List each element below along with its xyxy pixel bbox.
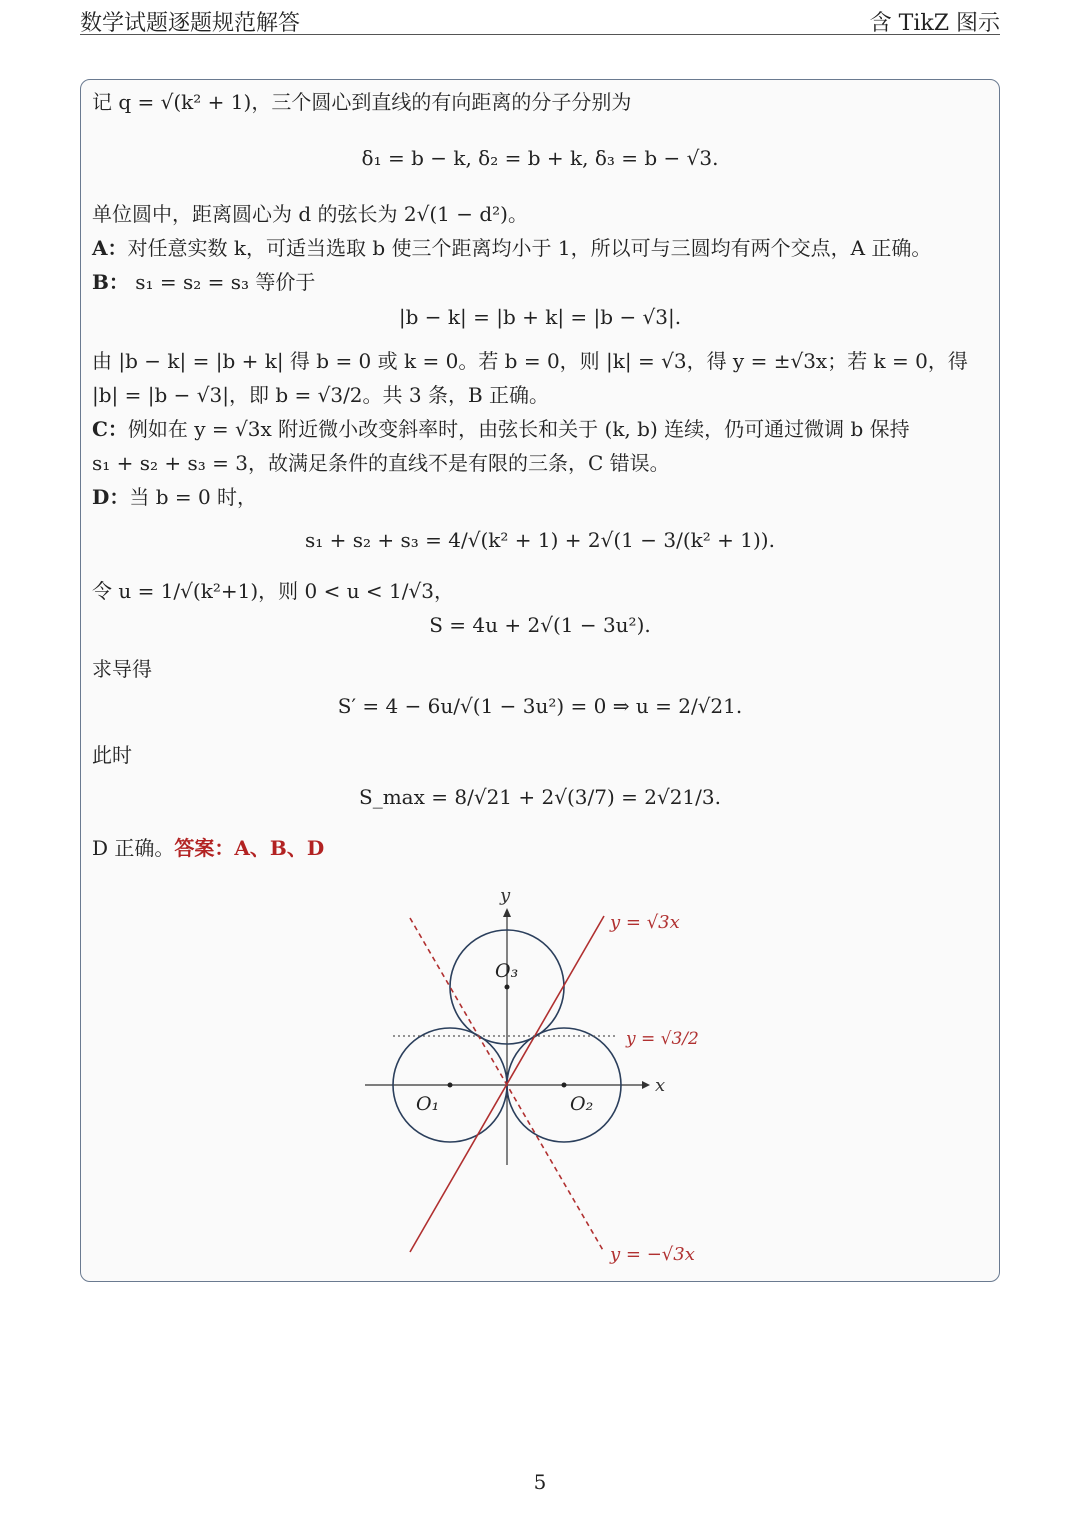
center-o1-dot	[448, 1083, 453, 1088]
text-line-5: s₁ + s₂ + s₃ = 3，故满足条件的直线不是有限的三条，C 错误。	[92, 451, 670, 475]
label-line-horizontal: y = √3/2	[626, 1029, 699, 1049]
equation-sum: s₁ + s₂ + s₃ = 4/√(k² + 1) + 2√(1 − 3/(k² + 1)).	[305, 528, 775, 552]
option-a-label: A：	[92, 236, 128, 260]
label-o2: O₂	[570, 1093, 594, 1115]
answer-text: 答案：A、B、D	[174, 836, 325, 860]
header-subtitle: 含 TikZ 图示	[869, 11, 1000, 36]
d-correct: D 正确。	[92, 836, 175, 860]
label-o1: O₁	[416, 1093, 440, 1115]
page-number: 5	[533, 1470, 547, 1494]
text-line-8: 此时	[92, 743, 132, 767]
text-line-6: 令 u = 1/√(k²+1)，则 0 < u < 1/√3，	[92, 579, 454, 603]
equation-max: S_max = 8/√21 + 2√(3/7) = 2√21/3.	[359, 785, 721, 809]
text-line-7: 求导得	[92, 657, 152, 681]
option-b-text: s₁ = s₂ = s₃ 等价于	[128, 270, 316, 294]
label-line-neg-sqrt3x: y = −√3x	[610, 1244, 695, 1265]
center-o2-dot	[562, 1083, 567, 1088]
header-title: 数学试题逐题规范解答	[80, 11, 301, 36]
equation-abs: |b − k| = |b + k| = |b − √3|.	[398, 305, 682, 329]
option-c-text: 例如在 y = √3x 附近微小改变斜率时，由弦长和关于 (k, b) 连续，仍可通过微调 b 保持	[127, 417, 910, 441]
equation-derivative: S′ = 4 − 6u/√(1 − 3u²) = 0 ⇒ u = 2/√21.	[337, 694, 743, 718]
equation-delta: δ₁ = b − k, δ₂ = b + k, δ₃ = b − √3.	[361, 146, 719, 170]
center-o3-dot	[505, 985, 510, 990]
x-axis-arrow	[642, 1081, 650, 1089]
text-line-3: 由 |b − k| = |b + k| 得 b = 0 或 k = 0。若 b = 0，则 |k| = √3，得 y = ±√3x；若 k = 0，得	[92, 349, 968, 373]
y-axis-arrow	[503, 908, 511, 917]
text-line-2: 单位圆中，距离圆心为 d 的弦长为 2√(1 − d²)。	[92, 202, 528, 226]
text-line-1: 记 q = √(k² + 1)，三个圆心到直线的有向距离的分子分别为	[92, 90, 632, 114]
y-axis-label: y	[500, 885, 511, 906]
option-a-text: 对任意实数 k，可适当选取 b 使三个距离均小于 1，所以可与三圆均有两个交点，A 正确。	[127, 236, 932, 260]
label-o3: O₃	[495, 960, 519, 982]
option-d-label: D：	[92, 485, 130, 509]
text-line-4: |b| = |b − √3|，即 b = √3/2。共 3 条，B 正确。	[92, 383, 550, 407]
option-c-label: C：	[92, 417, 128, 441]
equation-s: S = 4u + 2√(1 − 3u²).	[429, 613, 651, 637]
option-b-label: B：	[92, 270, 129, 294]
option-d-text: 当 b = 0 时，	[129, 485, 258, 509]
label-line-sqrt3x: y = √3x	[610, 912, 680, 933]
x-axis-label: x	[655, 1075, 666, 1096]
